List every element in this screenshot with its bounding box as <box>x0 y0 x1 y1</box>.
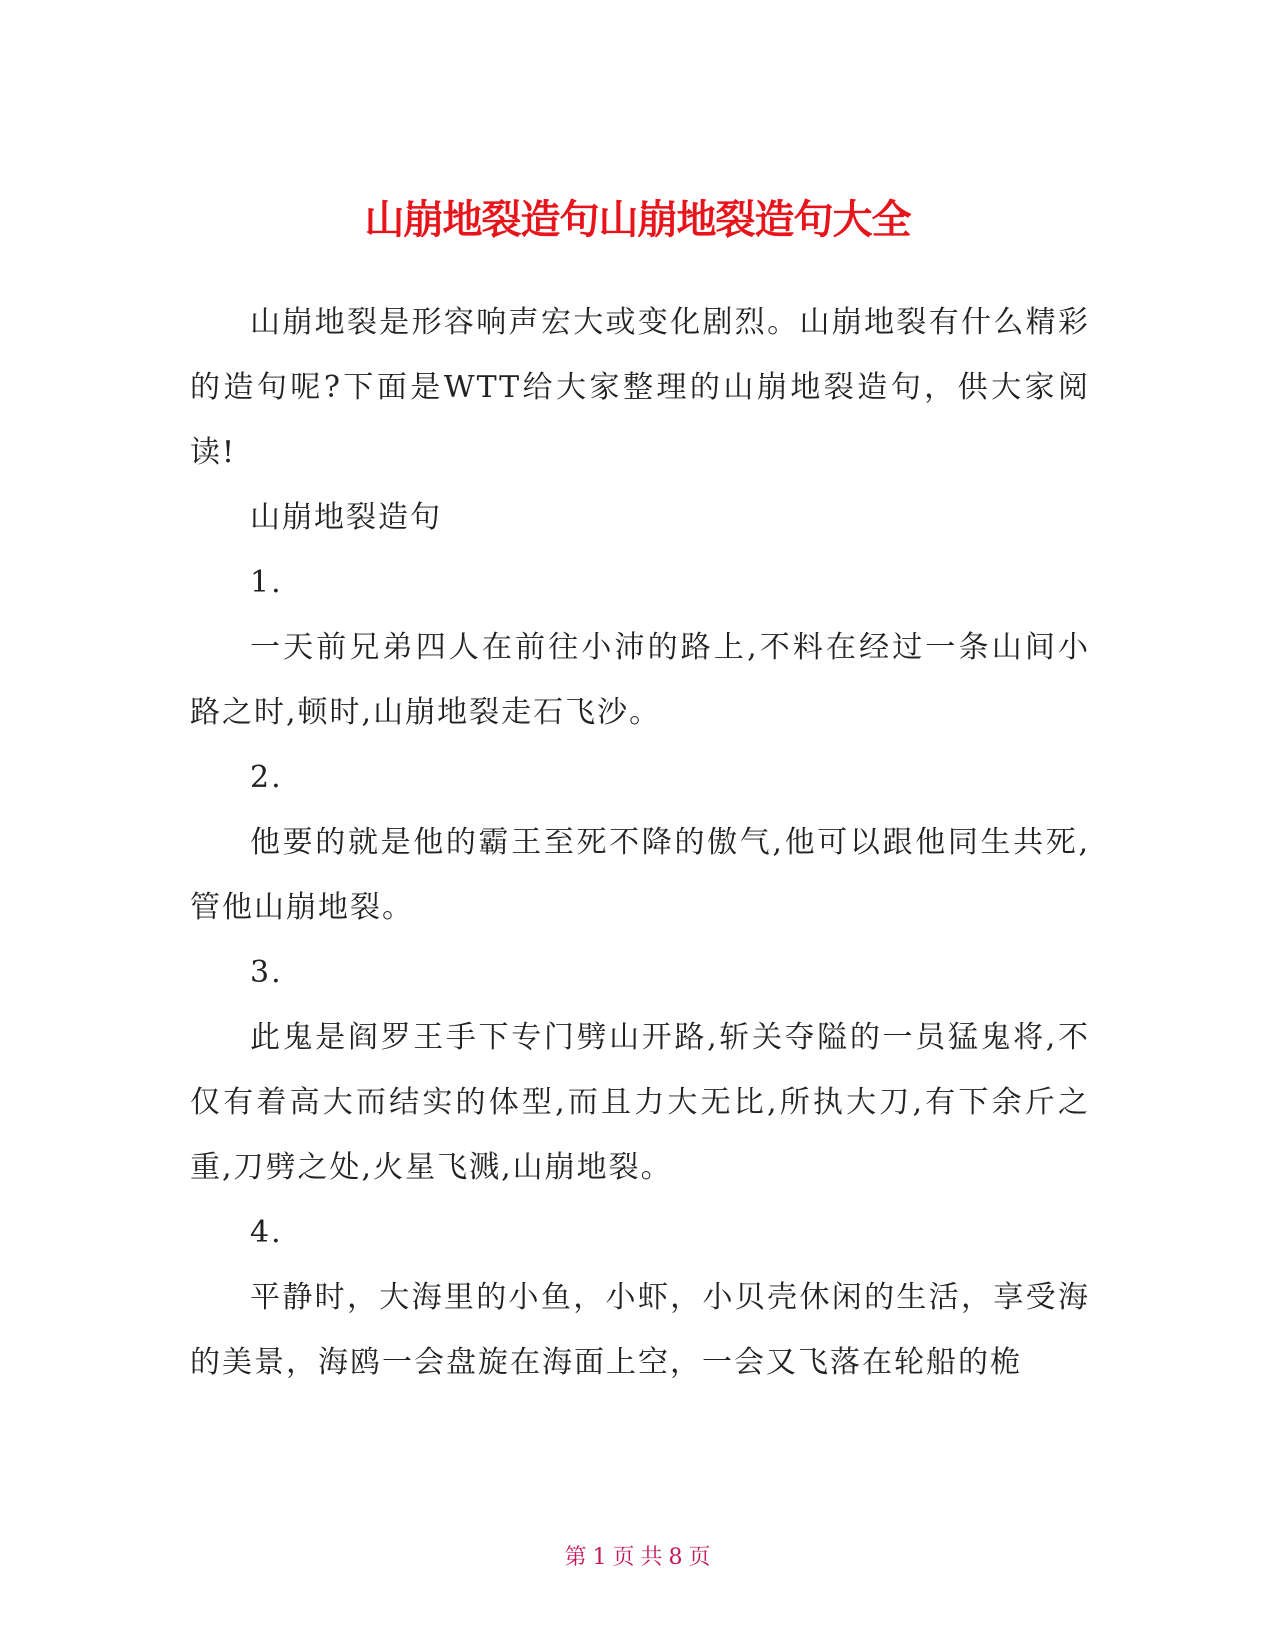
item-number: 1. <box>250 565 283 600</box>
item-number: 4. <box>250 1215 283 1250</box>
item-number: 3. <box>250 955 283 990</box>
footer-suffix: 页 <box>688 1545 711 1570</box>
item-number: 2. <box>250 760 283 795</box>
footer-total-word: 共 <box>640 1545 663 1570</box>
document-title: 山崩地裂造句山崩地裂造句大全 <box>364 196 911 243</box>
footer-total-pages: 8 <box>668 1545 683 1570</box>
page-footer <box>0 1543 1275 1573</box>
footer-page-word: 页 <box>612 1545 635 1570</box>
example-sentence: 他要的就是他的霸王至死不降的傲气,他可以跟他同生共死,管他山崩地裂。 <box>190 825 1090 925</box>
footer-current-page: 1 <box>592 1545 607 1570</box>
document-body <box>190 290 1090 1395</box>
example-sentence: 平静时，大海里的小鱼，小虾，小贝壳休闲的生活，享受海的美景，海鸥一会盘旋在海面上空，一会又飞落在轮船的桅 <box>190 1280 1090 1380</box>
intro-paragraph: 山崩地裂是形容响声宏大或变化剧烈。山崩地裂有什么精彩的造句呢?下面是WTT给大家整理的山崩地裂造句，供大家阅读! <box>190 305 1090 470</box>
footer-prefix: 第 <box>564 1545 587 1570</box>
example-sentence: 一天前兄弟四人在前往小沛的路上,不料在经过一条山间小路之时,顿时,山崩地裂走石飞沙。 <box>190 630 1090 730</box>
example-sentence: 此鬼是阎罗王手下专门劈山开路,斩关夺隘的一员猛鬼将,不仅有着高大而结实的体型,而且力大无比,所执大刀,有下余斤之重,刀劈之处,火星飞溅,山崩地裂。 <box>190 1020 1090 1185</box>
section-heading: 山崩地裂造句 <box>250 500 442 535</box>
